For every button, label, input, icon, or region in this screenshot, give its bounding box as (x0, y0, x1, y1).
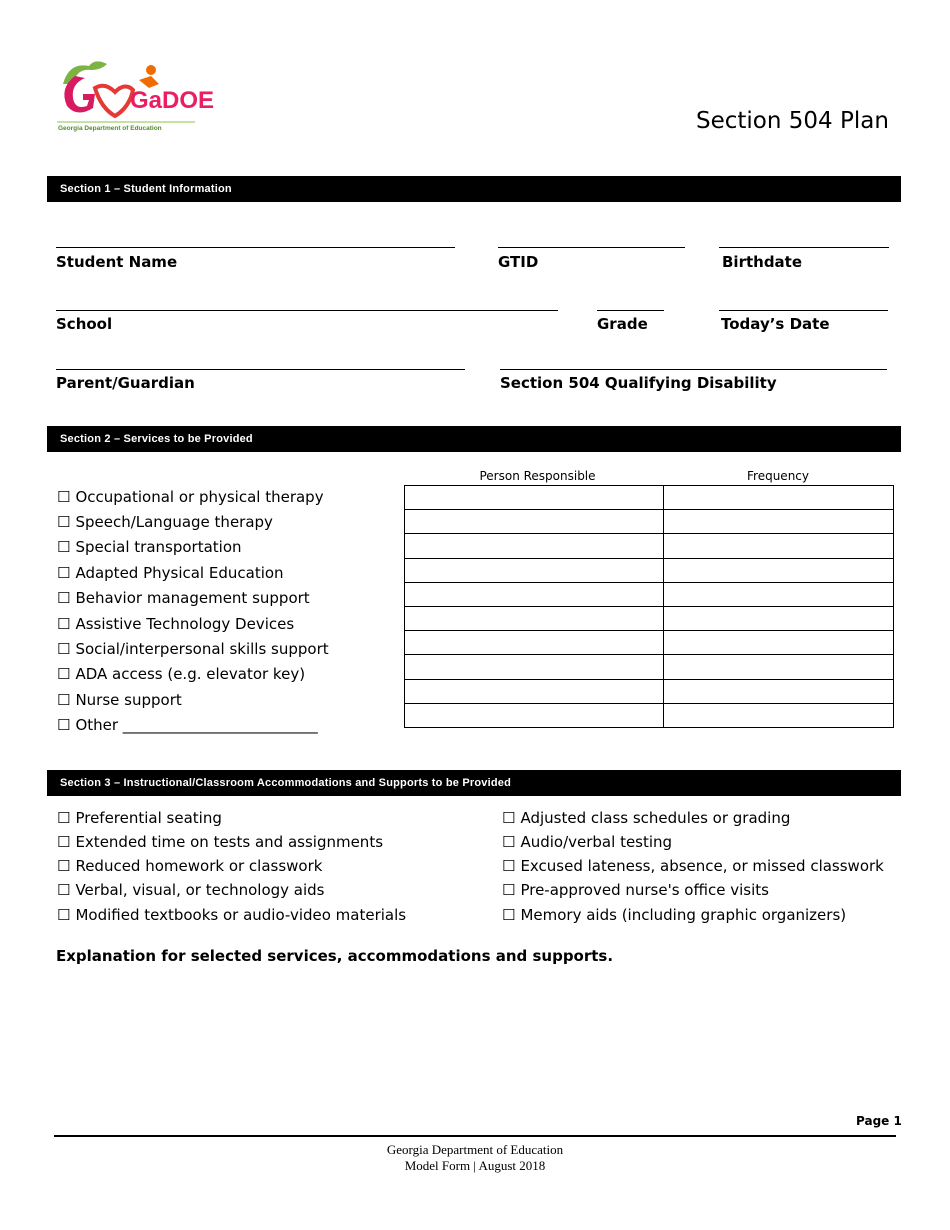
checkbox-icon[interactable]: ☐ (57, 809, 71, 827)
checkbox-icon[interactable]: ☐ (57, 716, 71, 734)
person-responsible-cell[interactable] (405, 510, 664, 534)
gadoe-logo (55, 58, 215, 134)
parent-guardian-line[interactable] (56, 369, 465, 370)
frequency-cell[interactable] (664, 558, 894, 582)
table-row (405, 510, 894, 534)
accommodation-label: Memory aids (including graphic organizers) (520, 906, 847, 924)
accommodation-item[interactable] (502, 881, 769, 899)
grade-line[interactable] (597, 310, 664, 311)
service-item[interactable] (57, 615, 294, 633)
qualifying-disability-label: Section 504 Qualifying Disability (500, 374, 777, 392)
checkbox-icon[interactable]: ☐ (57, 488, 71, 506)
service-label: Social/interpersonal skills support (75, 640, 329, 658)
frequency-cell[interactable] (664, 582, 894, 606)
person-responsible-cell[interactable] (405, 486, 664, 510)
table-row (405, 606, 894, 630)
document-title: Section 504 Plan (696, 108, 889, 134)
student-name-line[interactable] (56, 247, 455, 248)
service-item[interactable] (57, 538, 242, 556)
frequency-cell[interactable] (664, 703, 894, 727)
footer-divider (54, 1135, 896, 1137)
frequency-cell[interactable] (664, 486, 894, 510)
accommodation-item[interactable] (57, 906, 406, 924)
checkbox-icon[interactable]: ☐ (502, 881, 516, 899)
service-label: Adapted Physical Education (75, 564, 284, 582)
checkbox-icon[interactable]: ☐ (57, 665, 71, 683)
accommodation-item[interactable] (57, 833, 383, 851)
person-responsible-cell[interactable] (405, 606, 664, 630)
checkbox-icon[interactable]: ☐ (502, 906, 516, 924)
person-responsible-cell[interactable] (405, 679, 664, 703)
person-responsible-cell[interactable] (405, 655, 664, 679)
service-item[interactable] (57, 513, 273, 531)
footer-org: Georgia Department of Education (386, 1142, 564, 1157)
frequency-cell[interactable] (664, 510, 894, 534)
services-table (404, 485, 894, 728)
checkbox-icon[interactable]: ☐ (57, 691, 71, 709)
table-row (405, 631, 894, 655)
qualifying-disability-line[interactable] (500, 369, 887, 370)
frequency-header: Frequency (747, 469, 809, 483)
accommodation-item[interactable] (502, 906, 846, 924)
service-item[interactable] (57, 665, 305, 683)
service-label: Other __________________________ (75, 716, 318, 734)
gtid-line[interactable] (498, 247, 685, 248)
table-row (405, 655, 894, 679)
checkbox-icon[interactable]: ☐ (57, 857, 71, 875)
person-responsible-cell[interactable] (405, 631, 664, 655)
todays-date-line[interactable] (719, 310, 888, 311)
checkbox-icon[interactable]: ☐ (57, 513, 71, 531)
section-1-heading: Section 1 – Student Information (47, 176, 901, 202)
accommodation-label: Modified textbooks or audio-video materials (75, 906, 407, 924)
service-item[interactable] (57, 640, 329, 658)
person-responsible-cell[interactable] (405, 558, 664, 582)
logo-subtitle: Georgia Department of Education (58, 125, 162, 132)
student-name-label: Student Name (56, 253, 178, 271)
accommodation-label: Pre-approved nurse's office visits (520, 881, 769, 899)
table-row (405, 582, 894, 606)
birthdate-label: Birthdate (722, 253, 803, 271)
person-responsible-cell[interactable] (405, 703, 664, 727)
todays-date-label: Today’s Date (721, 315, 830, 333)
table-row (405, 558, 894, 582)
service-label: Assistive Technology Devices (75, 615, 295, 633)
table-row (405, 486, 894, 510)
person-responsible-cell[interactable] (405, 582, 664, 606)
frequency-cell[interactable] (664, 534, 894, 558)
grade-label: Grade (597, 315, 648, 333)
service-item[interactable] (57, 716, 318, 734)
accommodation-label: Adjusted class schedules or grading (520, 809, 791, 827)
checkbox-icon[interactable]: ☐ (57, 906, 71, 924)
checkbox-icon[interactable]: ☐ (502, 833, 516, 851)
frequency-cell[interactable] (664, 606, 894, 630)
accommodation-label: Extended time on tests and assignments (75, 833, 384, 851)
table-row (405, 679, 894, 703)
service-label: Special transportation (75, 538, 242, 556)
service-label: Nurse support (75, 691, 182, 709)
accommodation-item[interactable] (502, 809, 790, 827)
service-item[interactable] (57, 589, 310, 607)
checkbox-icon[interactable]: ☐ (57, 615, 71, 633)
service-item[interactable] (57, 691, 182, 709)
accommodation-label: Excused lateness, absence, or missed classwork (520, 857, 884, 875)
accommodation-item[interactable] (57, 881, 325, 899)
checkbox-icon[interactable]: ☐ (57, 564, 71, 582)
accommodation-item[interactable] (502, 833, 672, 851)
table-row (405, 534, 894, 558)
school-line[interactable] (56, 310, 558, 311)
section-3-heading: Section 3 – Instructional/Classroom Accommodations and Supports to be Provided (47, 770, 901, 796)
footer-form-version: Model Form | August 2018 (404, 1158, 546, 1173)
frequency-cell[interactable] (664, 631, 894, 655)
logo-text: GaDOE (130, 87, 215, 114)
frequency-cell[interactable] (664, 655, 894, 679)
checkbox-icon[interactable]: ☐ (57, 833, 71, 851)
checkbox-icon[interactable]: ☐ (502, 857, 516, 875)
parent-guardian-label: Parent/Guardian (56, 374, 195, 392)
accommodation-label: Audio/verbal testing (520, 833, 673, 851)
service-label: ADA access (e.g. elevator key) (75, 665, 306, 683)
person-responsible-header: Person Responsible (479, 469, 596, 483)
explanation-label: Explanation for selected services, accommodations and supports. (56, 947, 614, 965)
page-number: Page 1 (856, 1114, 902, 1128)
checkbox-icon[interactable]: ☐ (57, 589, 71, 607)
service-label: Occupational or physical therapy (75, 488, 324, 506)
accommodation-item[interactable] (502, 857, 884, 875)
service-label: Speech/Language therapy (75, 513, 273, 531)
frequency-cell[interactable] (664, 679, 894, 703)
table-row (405, 703, 894, 727)
checkbox-icon[interactable]: ☐ (57, 881, 71, 899)
school-label: School (56, 315, 113, 333)
checkbox-icon[interactable]: ☐ (57, 640, 71, 658)
birthdate-line[interactable] (719, 247, 889, 248)
section-2-heading: Section 2 – Services to be Provided (47, 426, 901, 452)
service-item[interactable] (57, 488, 324, 506)
accommodation-label: Verbal, visual, or technology aids (75, 881, 325, 899)
accommodation-label: Preferential seating (75, 809, 222, 827)
checkbox-icon[interactable]: ☐ (57, 538, 71, 556)
person-responsible-cell[interactable] (405, 534, 664, 558)
accommodation-item[interactable] (57, 857, 322, 875)
gtid-label: GTID (498, 253, 539, 271)
service-label: Behavior management support (75, 589, 310, 607)
accommodation-label: Reduced homework or classwork (75, 857, 323, 875)
checkbox-icon[interactable]: ☐ (502, 809, 516, 827)
service-item[interactable] (57, 564, 284, 582)
accommodation-item[interactable] (57, 809, 222, 827)
